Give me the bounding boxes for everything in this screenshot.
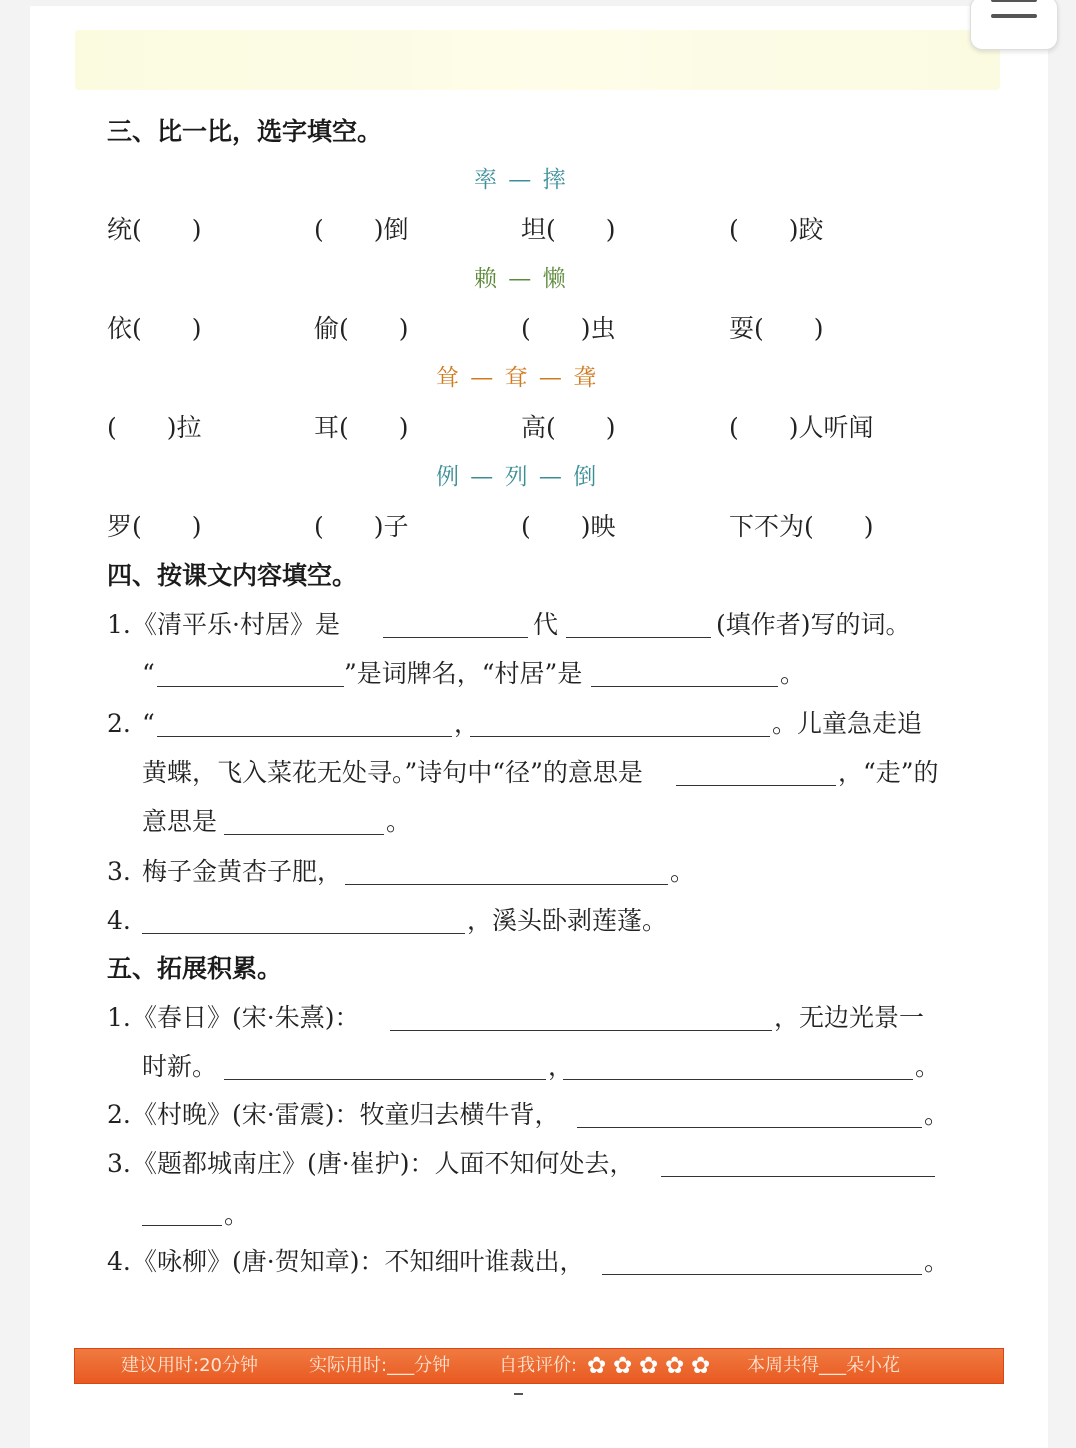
question-text: “ — [142, 709, 155, 738]
answer-blank[interactable] — [470, 736, 770, 737]
answer-blank[interactable] — [157, 686, 344, 687]
question-text: 《题都城南庄》(唐·崔护)：人面不知何处去， — [132, 1149, 635, 1178]
fill-item: 依( ) — [107, 314, 202, 343]
question-text: 。儿童急走追 — [772, 709, 923, 738]
question-number: 2. — [107, 709, 131, 738]
header-band — [75, 30, 1000, 90]
fill-item: 坦( ) — [521, 215, 616, 244]
question-text: 《清平乐·村居》是 — [132, 610, 340, 639]
fill-item: 罗( ) — [107, 512, 202, 541]
char-pair-2: 赖 — 懒 — [474, 266, 568, 292]
page-mark — [514, 1393, 523, 1395]
suggested-time: 建议用时:20分钟 — [121, 1355, 258, 1376]
answer-blank[interactable] — [591, 686, 778, 687]
fill-item: ( )倒 — [314, 215, 409, 244]
question-text: 。 — [386, 807, 412, 836]
footer-bar — [74, 1348, 1004, 1384]
question-text: 。 — [670, 857, 696, 886]
fill-item: 统( ) — [107, 215, 202, 244]
menu-icon — [991, 14, 1037, 18]
question-number: 4. — [107, 1247, 131, 1276]
question-text: ，无边光景一 — [774, 1003, 925, 1032]
flower-star-icon[interactable]: ✿ — [665, 1353, 685, 1379]
question-number: 1. — [107, 1003, 131, 1032]
question-text: 《春日》(宋·朱熹)： — [132, 1003, 360, 1032]
answer-blank[interactable] — [157, 736, 452, 737]
flower-star-icon[interactable]: ✿ — [613, 1353, 633, 1379]
fill-item: ( )跤 — [729, 215, 824, 244]
question-text: ”是词牌名，“村居”是 — [344, 659, 583, 688]
question-text: 《村晚》(宋·雷震)：牧童归去横牛背， — [132, 1100, 560, 1129]
answer-blank[interactable] — [390, 1030, 772, 1031]
question-text: ，溪头卧剥莲蓬。 — [467, 906, 668, 935]
fill-item: ( )拉 — [107, 413, 202, 442]
char-pair-1: 率 — 摔 — [474, 167, 568, 193]
question-text: 《咏柳》(唐·贺知章)：不知细叶谁裁出， — [132, 1247, 585, 1276]
question-text: 梅子金黄杏子肥， — [142, 857, 343, 886]
question-text: ， — [548, 1052, 574, 1081]
answer-blank[interactable] — [142, 1225, 222, 1226]
section5-heading: 五、拓展积累。 — [107, 954, 283, 983]
question-number: 2. — [107, 1100, 131, 1129]
fill-item: ( )人听闻 — [729, 413, 874, 442]
fill-item: ( )映 — [521, 512, 616, 541]
question-text: 黄蝶，飞入菜花无处寻。”诗句中“径”的意思是 — [142, 758, 643, 787]
answer-blank[interactable] — [224, 834, 384, 835]
answer-blank[interactable] — [563, 1079, 913, 1080]
weekly-flowers: 本周共得___朵小花 — [747, 1355, 900, 1376]
answer-blank[interactable] — [142, 933, 465, 934]
answer-blank[interactable] — [345, 884, 668, 885]
answer-blank[interactable] — [676, 785, 836, 786]
fill-item: 耍( ) — [729, 314, 824, 343]
question-number: 4. — [107, 906, 131, 935]
question-text: 。 — [224, 1200, 250, 1229]
fill-item: ( )子 — [314, 512, 409, 541]
answer-blank[interactable] — [661, 1176, 935, 1177]
flower-star-icon[interactable]: ✿ — [691, 1353, 711, 1379]
question-text: “ — [142, 659, 155, 688]
question-number: 3. — [107, 857, 131, 886]
char-pair-4: 例 — 列 — 倒 — [436, 464, 599, 490]
question-text: 。 — [924, 1247, 950, 1276]
actual-time: 实际用时:___分钟 — [309, 1355, 451, 1376]
answer-blank[interactable] — [577, 1127, 922, 1128]
question-text: ，“走”的 — [838, 758, 939, 787]
self-evaluation-label: 自我评价: — [499, 1355, 578, 1376]
fill-item: 下不为( ) — [729, 512, 874, 541]
answer-blank[interactable] — [566, 637, 711, 638]
question-number: 3. — [107, 1149, 131, 1178]
flower-star-icon[interactable]: ✿ — [587, 1353, 607, 1379]
question-text: 。 — [780, 659, 806, 688]
section3-heading: 三、比一比，选字填空。 — [107, 117, 383, 146]
question-number: 1. — [107, 610, 131, 639]
question-text: 意思是 — [142, 807, 218, 836]
question-text: 时新。 — [142, 1052, 218, 1081]
answer-blank[interactable] — [224, 1079, 546, 1080]
menu-icon — [991, 0, 1037, 2]
question-text: 。 — [915, 1052, 941, 1081]
answer-blank[interactable] — [383, 637, 528, 638]
question-text: 。 — [924, 1100, 950, 1129]
question-text: ， — [454, 709, 480, 738]
flower-star-icon[interactable]: ✿ — [639, 1353, 659, 1379]
menu-button[interactable] — [970, 0, 1058, 50]
section4-heading: 四、按课文内容填空。 — [107, 561, 358, 590]
fill-item: ( )虫 — [521, 314, 616, 343]
fill-item: 偷( ) — [314, 314, 409, 343]
fill-item: 高( ) — [521, 413, 616, 442]
answer-blank[interactable] — [602, 1274, 922, 1275]
question-text: (填作者)写的词。 — [716, 610, 911, 639]
fill-item: 耳( ) — [314, 413, 409, 442]
question-text: 代 — [533, 610, 559, 639]
char-pair-3: 耸 — 耷 — 聋 — [436, 365, 599, 391]
